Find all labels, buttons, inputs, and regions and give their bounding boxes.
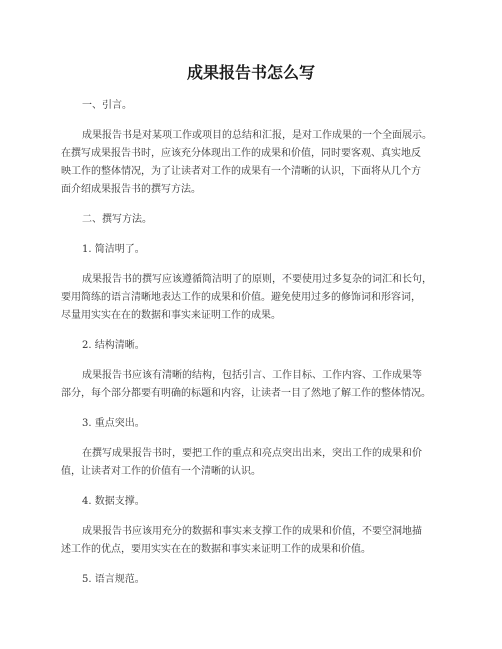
paragraph-line: 成果报告书的撰写应该遵循简洁明了的原则，不要使用过多复杂的词汇和长句， xyxy=(82,274,432,285)
item-heading-3: 3. 重点突出。 xyxy=(82,418,145,429)
paragraph-line: 要用简练的语言清晰地表达工作的成果和价值。避免使用过多的修饰词和形容词， xyxy=(61,292,421,303)
paragraph-line: 述工作的优点，要用实实在在的数据和事实来证明工作的成果和价值。 xyxy=(61,544,371,555)
item-heading-5: 5. 语言规范。 xyxy=(82,574,145,585)
item-paragraph-1 xyxy=(61,271,443,325)
item-paragraph-2 xyxy=(61,367,443,403)
section-heading-method: 二、撰写方法。 xyxy=(82,214,152,225)
paragraph-line: 值，让读者对工作的价值有一个清晰的认识。 xyxy=(61,466,261,477)
item-heading-1: 1. 简洁明了。 xyxy=(82,244,145,255)
section-heading-intro: 一、引言。 xyxy=(82,100,132,111)
paragraph-line: 面介绍成果报告书的撰写方法。 xyxy=(61,184,201,195)
paragraph-line: 在撰写成果报告书时，要把工作的重点和亮点突出出来，突出工作的成果和价 xyxy=(82,448,422,459)
paragraph-line: 在撰写成果报告书时，应该充分体现出工作的成果和价值，同时要客观、真实地反 xyxy=(61,148,421,159)
paragraph-line: 映工作的整体情况，为了让读者对工作的成果有一个清晰的认识，下面将从几个方 xyxy=(61,166,421,177)
paragraph-line: 成果报告书应该有清晰的结构，包括引言、工作目标、工作内容、工作成果等 xyxy=(82,370,422,381)
item-heading-2: 2. 结构清晰。 xyxy=(82,340,145,351)
intro-paragraph xyxy=(61,127,443,199)
paragraph-line: 尽量用实实在在的数据和事实来证明工作的成果。 xyxy=(61,310,281,321)
paragraph-line: 部分，每个部分都要有明确的标题和内容，让读者一目了然地了解工作的整体情况。 xyxy=(61,388,431,399)
document-body xyxy=(61,97,443,601)
document-title: 成果报告书怎么写 xyxy=(186,63,315,82)
paragraph-line: 成果报告书应该用充分的数据和事实来支撑工作的成果和价值，不要空洞地描 xyxy=(82,526,422,537)
item-paragraph-3 xyxy=(61,445,443,481)
item-heading-4: 4. 数据支撑。 xyxy=(82,496,145,507)
item-paragraph-4 xyxy=(61,523,443,559)
paragraph-line: 成果报告书是对某项工作或项目的总结和汇报，是对工作成果的一个全面展示。 xyxy=(82,130,432,141)
